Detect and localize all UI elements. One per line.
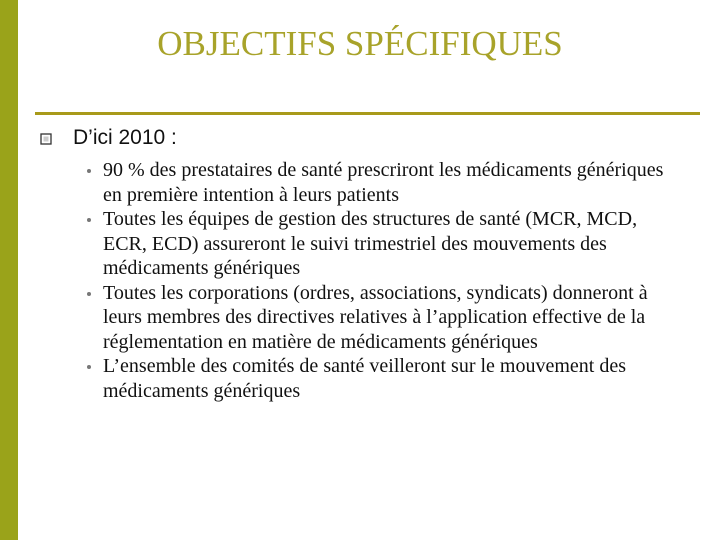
bullet-dot-icon	[87, 218, 91, 222]
bullet-dot-icon	[87, 169, 91, 173]
list-item-text: 90 % des prestataires de santé prescriront les médicaments génériques en première intention à leurs patients	[103, 159, 664, 206]
list-item	[82, 158, 682, 207]
list-item-text: Toutes les corporations (ordres, associations, syndicats) donneront à leurs membres des directives relatives à l’application effective de la réglementation en matière de médicaments génériques	[103, 281, 648, 353]
bullet-dot-icon	[87, 365, 91, 369]
list-item	[82, 207, 682, 281]
title-divider	[35, 112, 700, 115]
list-item-text: Toutes les équipes de gestion des structures de santé (MCR, MCD, ECR, ECD) assureront le suivi trimestriel des mouvements des médicaments génériques	[103, 208, 638, 279]
list-item	[82, 354, 682, 403]
objectives-list	[82, 158, 682, 403]
slide-title: OBJECTIFS SPÉCIFIQUES	[157, 24, 563, 63]
checkbox-bullet-icon	[40, 133, 52, 145]
list-item	[82, 281, 682, 355]
bullet-dot-icon	[87, 292, 91, 296]
left-accent-bar	[0, 0, 18, 540]
list-item-text: L’ensemble des comités de santé veilleront sur le mouvement des médicaments génériques	[103, 355, 627, 402]
lead-text: D’ici 2010 :	[73, 126, 177, 149]
